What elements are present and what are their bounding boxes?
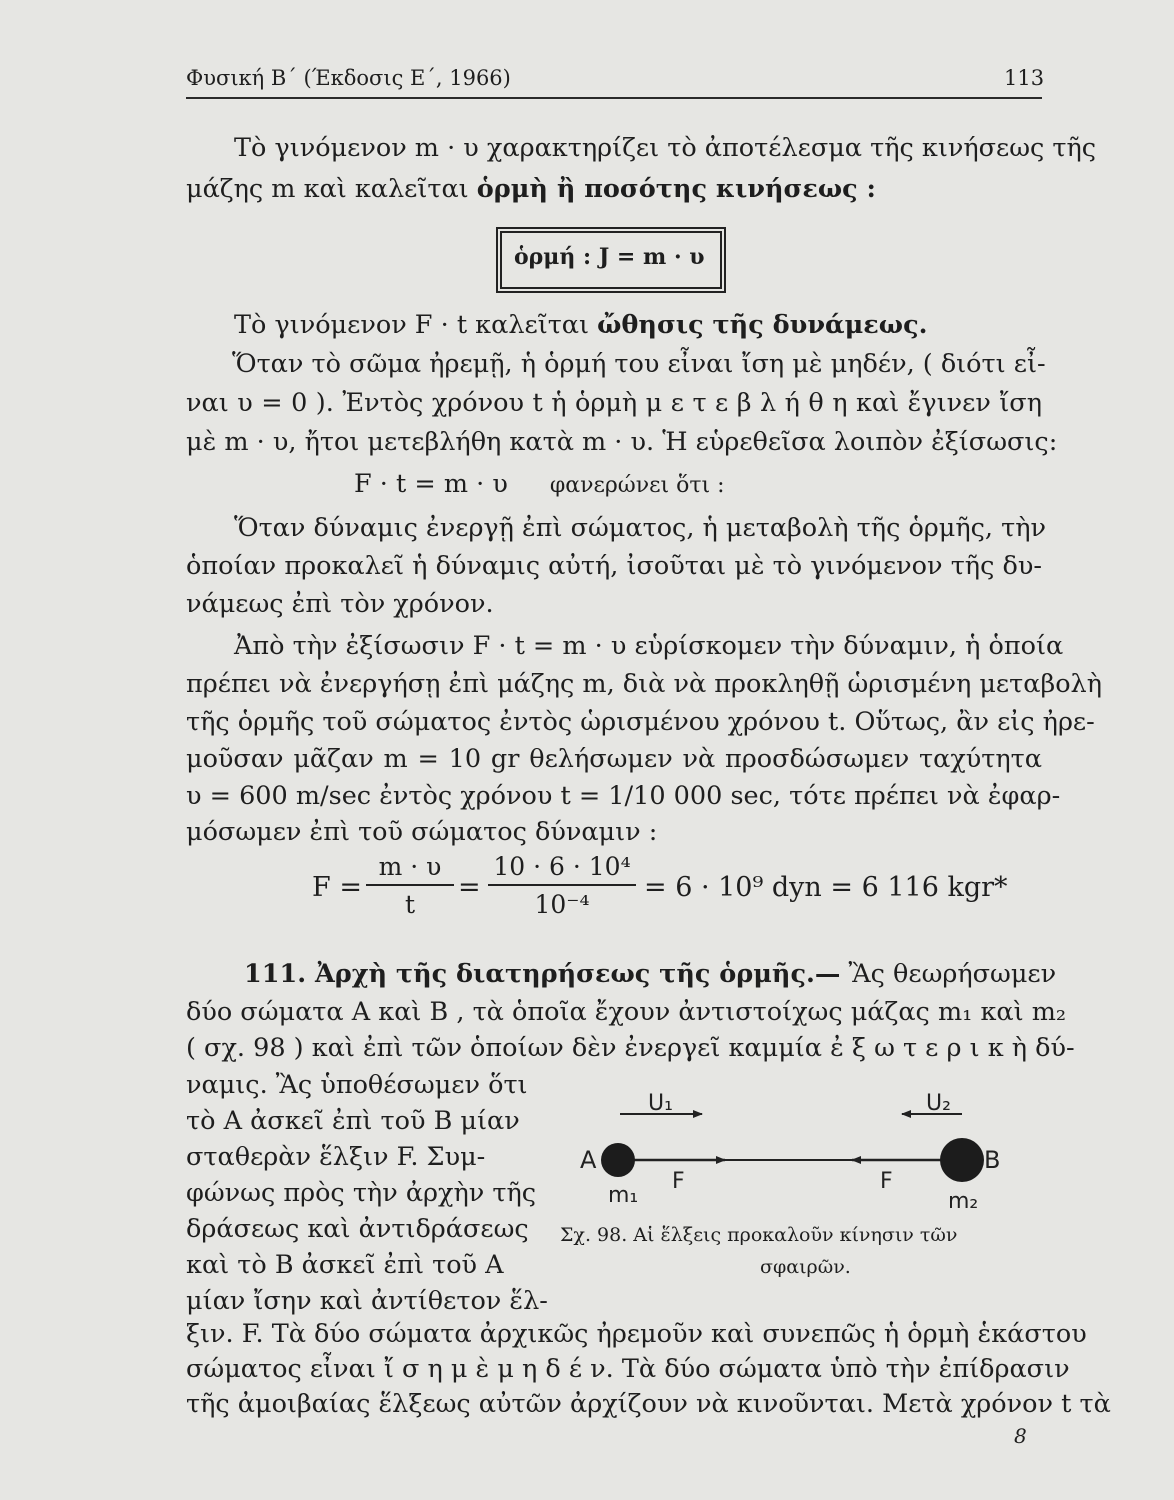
text-line: δύο σώματα Α καὶ Β , τὰ ὁποῖα ἔχουν ἀντιστοίχως μάζας m₁ καὶ m₂ — [186, 997, 1067, 1027]
running-header-title: Φυσική Β΄ (Έκδοσις Ε΄, 1966) — [186, 66, 511, 90]
fraction-bar — [488, 884, 636, 886]
text-line: μάζης m καὶ καλεῖται ὁρμὴ ἢ ποσότης κινήσεως : — [186, 174, 876, 204]
text-line: Ἀπὸ τὴν ἐξίσωσιν F · t = m · υ εὑρίσκομεν τὴν δύναμιν, ἡ ὁποία — [234, 631, 1064, 661]
figure-label-u2: U₂ — [926, 1091, 951, 1116]
text-line: ξιν. F. Τὰ δύο σώματα ἀρχικῶς ἠρεμοῦν καὶ συνεπῶς ἡ ὁρμὴ ἑκάστου — [186, 1319, 1087, 1349]
text-line: μοῦσαν μᾶζαν m = 10 gr θελήσωμεν νὰ προσδώσωμεν ταχύτητα — [186, 744, 1042, 774]
text-line: δράσεως καὶ ἀντιδράσεως — [186, 1214, 529, 1244]
figure-label-b: B — [984, 1146, 1001, 1174]
text-line: μίαν ἴσην καὶ ἀντίθετον ἕλ- — [186, 1286, 548, 1316]
sphere-b — [940, 1138, 984, 1182]
figure-label-u1: U₁ — [648, 1091, 673, 1116]
text-line: υ = 600 m/sec ἐντὸς χρόνου t = 1/10 000 sec, τότε πρέπει νὰ ἐφαρ- — [186, 781, 1061, 811]
text-line: ναι υ = 0 ). Ἐντὸς χρόνου t ἡ ὁρμὴ μ ε τ ε β λ ή θ η καὶ ἔγινεν ἴση — [186, 388, 1042, 418]
book-page: Φυσική Β΄ (Έκδοσις Ε΄, 1966) 113 Τὸ γινόμενον m · υ χαρακτηρίζει τὸ ἀποτέλεσμα τῆς κινήσεως τῆς μάζης m καὶ καλεῖται ὁρμὴ ἢ ποσότης κινήσεως : ὁρμή : J = m · υ Τὸ γινόμενον F · t καλεῖται ὤθησις τῆς δυνάμεως. Ὅταν τὸ σῶμα ἠρεμῇ, ἡ ὁρμή του εἶναι ἴση μὲ μηδέν, ( διότι εἶ- ναι υ = 0 ). Ἐντὸς χρόνου t ἡ ὁρμὴ μ ε τ ε β λ ή θ η καὶ ἔγινεν ἴση μὲ m · υ, ἤτοι μετεβλήθη κατὰ m · υ. Ἡ εὑρεθεῖσα λοιπὸν ἐξίσωσις: F · t = m · υ φανερώνει ὅτι : Ὅταν δύναμις ἐνεργῇ ἐπὶ σώματος, ἡ μεταβολὴ τῆς ὁρμῆς, τὴν ὁποίαν προκαλεῖ ἡ δύναμις αὐτή, ἰσοῦται μὲ τὸ γινόμενον τῆς δυ- νάμεως ἐπὶ τὸν χρόνον. Ἀπὸ τὴν ἐξίσωσιν F · t = m · υ εὑρίσκομεν τὴν δύναμιν, ἡ ὁποία πρέπει νὰ ἐνεργήσῃ ἐπὶ μάζης m, διὰ νὰ προκληθῇ ὡρισμένη μεταβολὴ τῆς ὁρμῆς τοῦ σώματος ἐντὸς ὡρισμένου χρόνου t. Οὕτως, ἂν εἰς ἠρε- μοῦσαν μᾶζαν m = 10 gr θελήσωμεν νὰ προσδώσωμεν ταχύτητα υ = 600 m/sec ἐντὸς χρόνου t = 1/10 000 sec, τότε πρέπει νὰ ἐφαρ- μόσωμεν ἐπὶ τοῦ σώματος δύναμιν : F = m · υ t = 10 · 6 · 10⁴ 10⁻⁴ = 6 · 10⁹ dyn = 6 116 kgr* 111. Ἀρχὴ τῆς διατηρήσεως τῆς ὁρμῆς.— Ἂς θεωρήσωμεν δύο σώματα Α καὶ Β , τὰ ὁποῖα ἔχουν ἀντιστοίχως μάζας m₁ καὶ m₂ ( σχ. 98 ) καὶ ἐπὶ τῶν ὁποίων δὲν ἐνεργεῖ καμμία ἐ ξ ω τ ε ρ ι κ ὴ δύ- ναμις. Ἂς ὑποθέσωμεν ὅτι τὸ Α ἀσκεῖ ἐπὶ τοῦ Β μίαν σταθερὰν ἕλξιν F. Συμ- φώνως πρὸς τὴν ἀρχὴν τῆς δράσεως καὶ ἀντιδράσεως καὶ τὸ Β ἀσκεῖ ἐπὶ τοῦ Α μίαν ἴσην καὶ ἀντίθετον ἕλ- A B U₁ U₂ F F m₁ m₂ Σχ. 98. Αἱ ἕλξεις προκαλοῦν κίνησιν τῶν σφαιρῶν. ξιν. F. Τὰ δύο σώματα ἀρχικῶς ἠρεμοῦν καὶ συνεπῶς ἡ ὁρμὴ ἑκάστου σώματος εἶναι ἴ σ η μ ὲ μ η δ έ ν. Τὰ δύο σώματα ὑπὸ τὴν ἐπίδρασιν τῆς ἀμοιβαίας ἕλξεως αὐτῶν ἀρχίζουν νὰ κινοῦνται. Μετὰ χρόνον t τὰ 8 — [186, 66, 1111, 1448]
text-line: σώματος εἶναι ἴ σ η μ ὲ μ η δ έ ν. Τὰ δύο σώματα ὑπὸ τὴν ἐπίδρασιν — [186, 1354, 1070, 1384]
equation-impulse-momentum: F · t = m · υ φανερώνει ὅτι : — [354, 469, 725, 499]
momentum-formula-box: ὁρμή : J = m · υ — [500, 231, 722, 289]
text-line: ὁποίαν προκαλεῖ ἡ δύναμις αὐτή, ἰσοῦται μὲ τὸ γινόμενον τῆς δυ- — [186, 551, 1042, 581]
sphere-a — [601, 1143, 635, 1177]
figure-label-f-right: F — [880, 1169, 893, 1194]
text-line: νάμεως ἐπὶ τὸν χρόνον. — [186, 589, 494, 619]
text-line: σταθερὰν ἕλξιν F. Συμ- — [186, 1142, 486, 1172]
signature-mark: 8 — [1014, 1424, 1027, 1448]
text-line: Τὸ γινόμενον m · υ χαρακτηρίζει τὸ ἀποτέλεσμα τῆς κινήσεως τῆς — [234, 133, 1097, 163]
page-number: 113 — [1004, 66, 1045, 90]
figure-label-m1: m₁ — [608, 1183, 639, 1208]
text-line: μὲ m · υ, ἤτοι μετεβλήθη κατὰ m · υ. Ἡ εὑρεθεῖσα λοιπὸν ἐξίσωσις: — [186, 427, 1058, 457]
text-line: τῆς ὁρμῆς τοῦ σώματος ἐντὸς ὡρισμένου χρόνου t. Οὕτως, ἂν εἰς ἠρε- — [186, 707, 1095, 737]
term-impulse: ὤθησις τῆς δυνάμεως. — [597, 310, 928, 340]
text-line: ( σχ. 98 ) καὶ ἐπὶ τῶν ὁποίων δὲν ἐνεργεῖ καμμία ἐ ξ ω τ ε ρ ι κ ὴ δύ- — [186, 1033, 1075, 1063]
figure-label-f-left: F — [672, 1169, 685, 1194]
text-line: ναμις. Ἂς ὑποθέσωμεν ὅτι — [186, 1070, 528, 1100]
figure-caption-cont: σφαιρῶν. — [760, 1256, 851, 1278]
text-line: πρέπει νὰ ἐνεργήσῃ ἐπὶ μάζης m, διὰ νὰ προκληθῇ ὡρισμένη μεταβολὴ — [186, 669, 1102, 699]
text-line: μόσωμεν ἐπὶ τοῦ σώματος δύναμιν : — [186, 817, 658, 847]
fraction-bar — [366, 884, 454, 886]
term-momentum: ὁρμὴ ἢ ποσότης κινήσεως : — [476, 174, 876, 204]
figure-label-m2: m₂ — [948, 1189, 979, 1214]
figure-98-diagram — [560, 1090, 1010, 1220]
section-111-heading: 111. Ἀρχὴ τῆς διατηρήσεως τῆς ὁρμῆς.— Ἂς θεωρήσωμεν — [244, 959, 1057, 989]
text-line: Τὸ γινόμενον F · t καλεῖται ὤθησις τῆς δυνάμεως. — [234, 310, 928, 340]
figure-label-a: A — [580, 1146, 597, 1174]
text-line: φώνως πρὸς τὴν ἀρχὴν τῆς — [186, 1178, 537, 1208]
text-line: τὸ Α ἀσκεῖ ἐπὶ τοῦ Β μίαν — [186, 1106, 520, 1136]
text-line-emphasis: Ὅταν δύναμις ἐνεργῇ ἐπὶ σώματος, ἡ μεταβολὴ τῆς ὁρμῆς, τὴν — [234, 513, 1047, 543]
figure-caption: Σχ. 98. Αἱ ἕλξεις προκαλοῦν κίνησιν τῶν — [560, 1224, 958, 1246]
text-line: τῆς ἀμοιβαίας ἕλξεως αὐτῶν ἀρχίζουν νὰ κινοῦνται. Μετὰ χρόνον t τὰ — [186, 1389, 1111, 1419]
header-rule — [186, 97, 1042, 99]
text-line: καὶ τὸ Β ἀσκεῖ ἐπὶ τοῦ Α — [186, 1250, 504, 1280]
text-line: Ὅταν τὸ σῶμα ἠρεμῇ, ἡ ὁρμή του εἶναι ἴση μὲ μηδέν, ( διότι εἶ- — [232, 349, 1046, 379]
